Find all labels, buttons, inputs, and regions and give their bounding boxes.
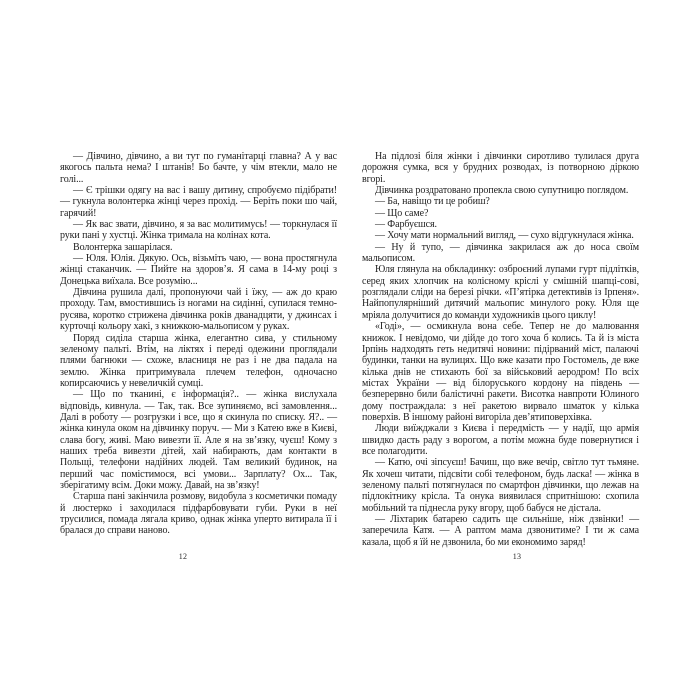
paragraph: Дівчина рушила далі, пропонуючи чай і їжу, — аж до краю проходу. Там, вмостившись із ногами на сидінні, супилася темно-русява, коротко стрижена дівчинка років дванадцяти, у джинсах і курточці кольору хакі, з книжкою-мальописом у руках. — [60, 287, 337, 333]
paragraph: — Що по тканині, є інформація?.. — жінка вислухала відповідь, кивнула. — Так, так. Все зупиняємо, всі замовлення... Далі в роботу — розгрузки і все, що я скинула по списку. Я?.. — жінка кинула оком на дівчинку поруч. — Ми з Катею вже в Києві, слава богу, живі. Маю вивезти її. Але я на зв’язку, чуєш! Кому з наших треба вивезти дітей, хай набирають, дам контакти в Польщі, телефони надійних людей. Там великий будинок, на перший час помістимося, всі умови... Зарплату? Ох... Так, зберігатиму всім. Доки можу. Давай, на зв’язку! — [60, 389, 337, 491]
paragraph: — Фарбуєшся. — [375, 219, 437, 231]
paragraph: — Дівчино, дівчино, а ви тут по гуманітарці главна? А у вас якогось пальта нема? І штанів! Бо бачте, у чім втекли, мало не голі... — [60, 151, 337, 185]
paragraph: — Ба, навіщо ти це робиш? — [375, 196, 490, 208]
left-page-text-column — [60, 151, 337, 537]
paragraph: — Що саме? — [375, 207, 429, 219]
right-page-text-column — [362, 151, 639, 548]
paragraph: — Є трішки одягу на вас і вашу дитину, спробуємо підібрати! — гукнула волонтерка жінці через прохід. — Беріть поки шо чай, гарячий! — [60, 185, 337, 219]
paragraph: — Катю, очі зіпсуєш! Бачиш, що вже вечір, світло тут тьмяне. Як хочеш читати, підсвіти собі телефоном, будь ласка! — жінка в зеленому пальті потягнулася по смартфон дівчинки, що лежав на підлокітнику крісла. Та онука виявилася спритнішою: схопила мобільний та піднесла руку вгору, щоб бабуся не дістала. — [362, 457, 639, 514]
paragraph: Старша пані закінчила розмову, видобула з косметички помаду й люстерко і заходилася підфарбовувати губи. Руки в неї трусилися, помада лягала криво, однак жінка уперто витирала її і бралася до справи наново. — [60, 491, 337, 537]
paragraph: — Ліхтарик батарею садить ще сильніше, ніж дзвінки! — заперечила Катя. — А раптом мама дзвонитиме? І ти ж сама казала, щоб я їй не дзвонила, бо ми економимо заряд! — [362, 514, 639, 548]
paragraph: — Хочу мати нормальний вигляд, — сухо відгукнулася жінка. — [375, 230, 634, 242]
paragraph: Люди виїжджали з Києва і передмість — у надії, що армія швидко дасть раду з ворогом, а потім можна буде повернутися і все полагодити. — [362, 423, 639, 457]
paragraph: — Юля. Юлія. Дякую. Ось, візьміть чаю, — вона простягнула жінці стаканчик. — Пийте на здоров’я. Я сама в 14-му році з Донецька виїхала. Все розумію... — [60, 253, 337, 287]
paragraph: Поряд сиділа старша жінка, елегантно сива, у стильному зеленому пальті. Втім, на ліктях і переді одежини проглядали плями багнюки — схоже, власниця не раз і не два падала на землю. Жінка притримувала плечем телефон, одночасно копирсаючись у невеличкій сумці. — [60, 332, 337, 389]
paragraph: На підлозі біля жінки і дівчинки сиротливо тулилася друга дорожня сумка, вся у брудних розводах, із потворною діркою вгорі. — [362, 151, 639, 185]
paragraph: «Годі», — осмикнула вона себе. Тепер не до малювання книжок. І невідомо, чи дійде до того хоча б колись. Та й із міста Ірпінь надходять геть недитячі новини: підірваний міст, палаючі будинки, танки на вулицях. Що вже казати про Гостомель, де вже кілька днів не стихають бої за військовий аеродром! По всіх містах України — від білоруського кордону на південь — безперервно били балістичні ракети. Висотка навпроти Юлиного дому постраждала: з неї ракетою вирвало шматок у кілька поверхів. В іншому районі вигоріла дев’ятиповерхівка. — [362, 321, 639, 423]
page-number-right: 13 — [512, 552, 522, 561]
paragraph: Юля глянула на обкладинку: озброєний лупами гурт підлітків, серед яких хлопчик на колісному кріслі у смішній шапці-сові, розглядали сліди на березі річки. «П’ятірка детективів із Ірпеня». Найпопулярніший дитячий мальопис минулого року. Юля ще мріяла долучитися до команди художників цього циклу! — [362, 264, 639, 321]
paragraph: — Ну й тупо, — дівчинка закрилася аж до носа своїм мальописом. — [362, 241, 639, 265]
page-number-left: 12 — [178, 552, 188, 561]
paragraph: Волонтерка зашарілася. — [73, 241, 173, 253]
paragraph: — Як вас звати, дівчино, я за вас молитимусь! — торкнулася її руки пані у хустці. Жінка тримала на колінах кота. — [60, 219, 337, 242]
paragraph: Дівчинка роздратовано пропекла свою супутницю поглядом. — [375, 185, 629, 197]
